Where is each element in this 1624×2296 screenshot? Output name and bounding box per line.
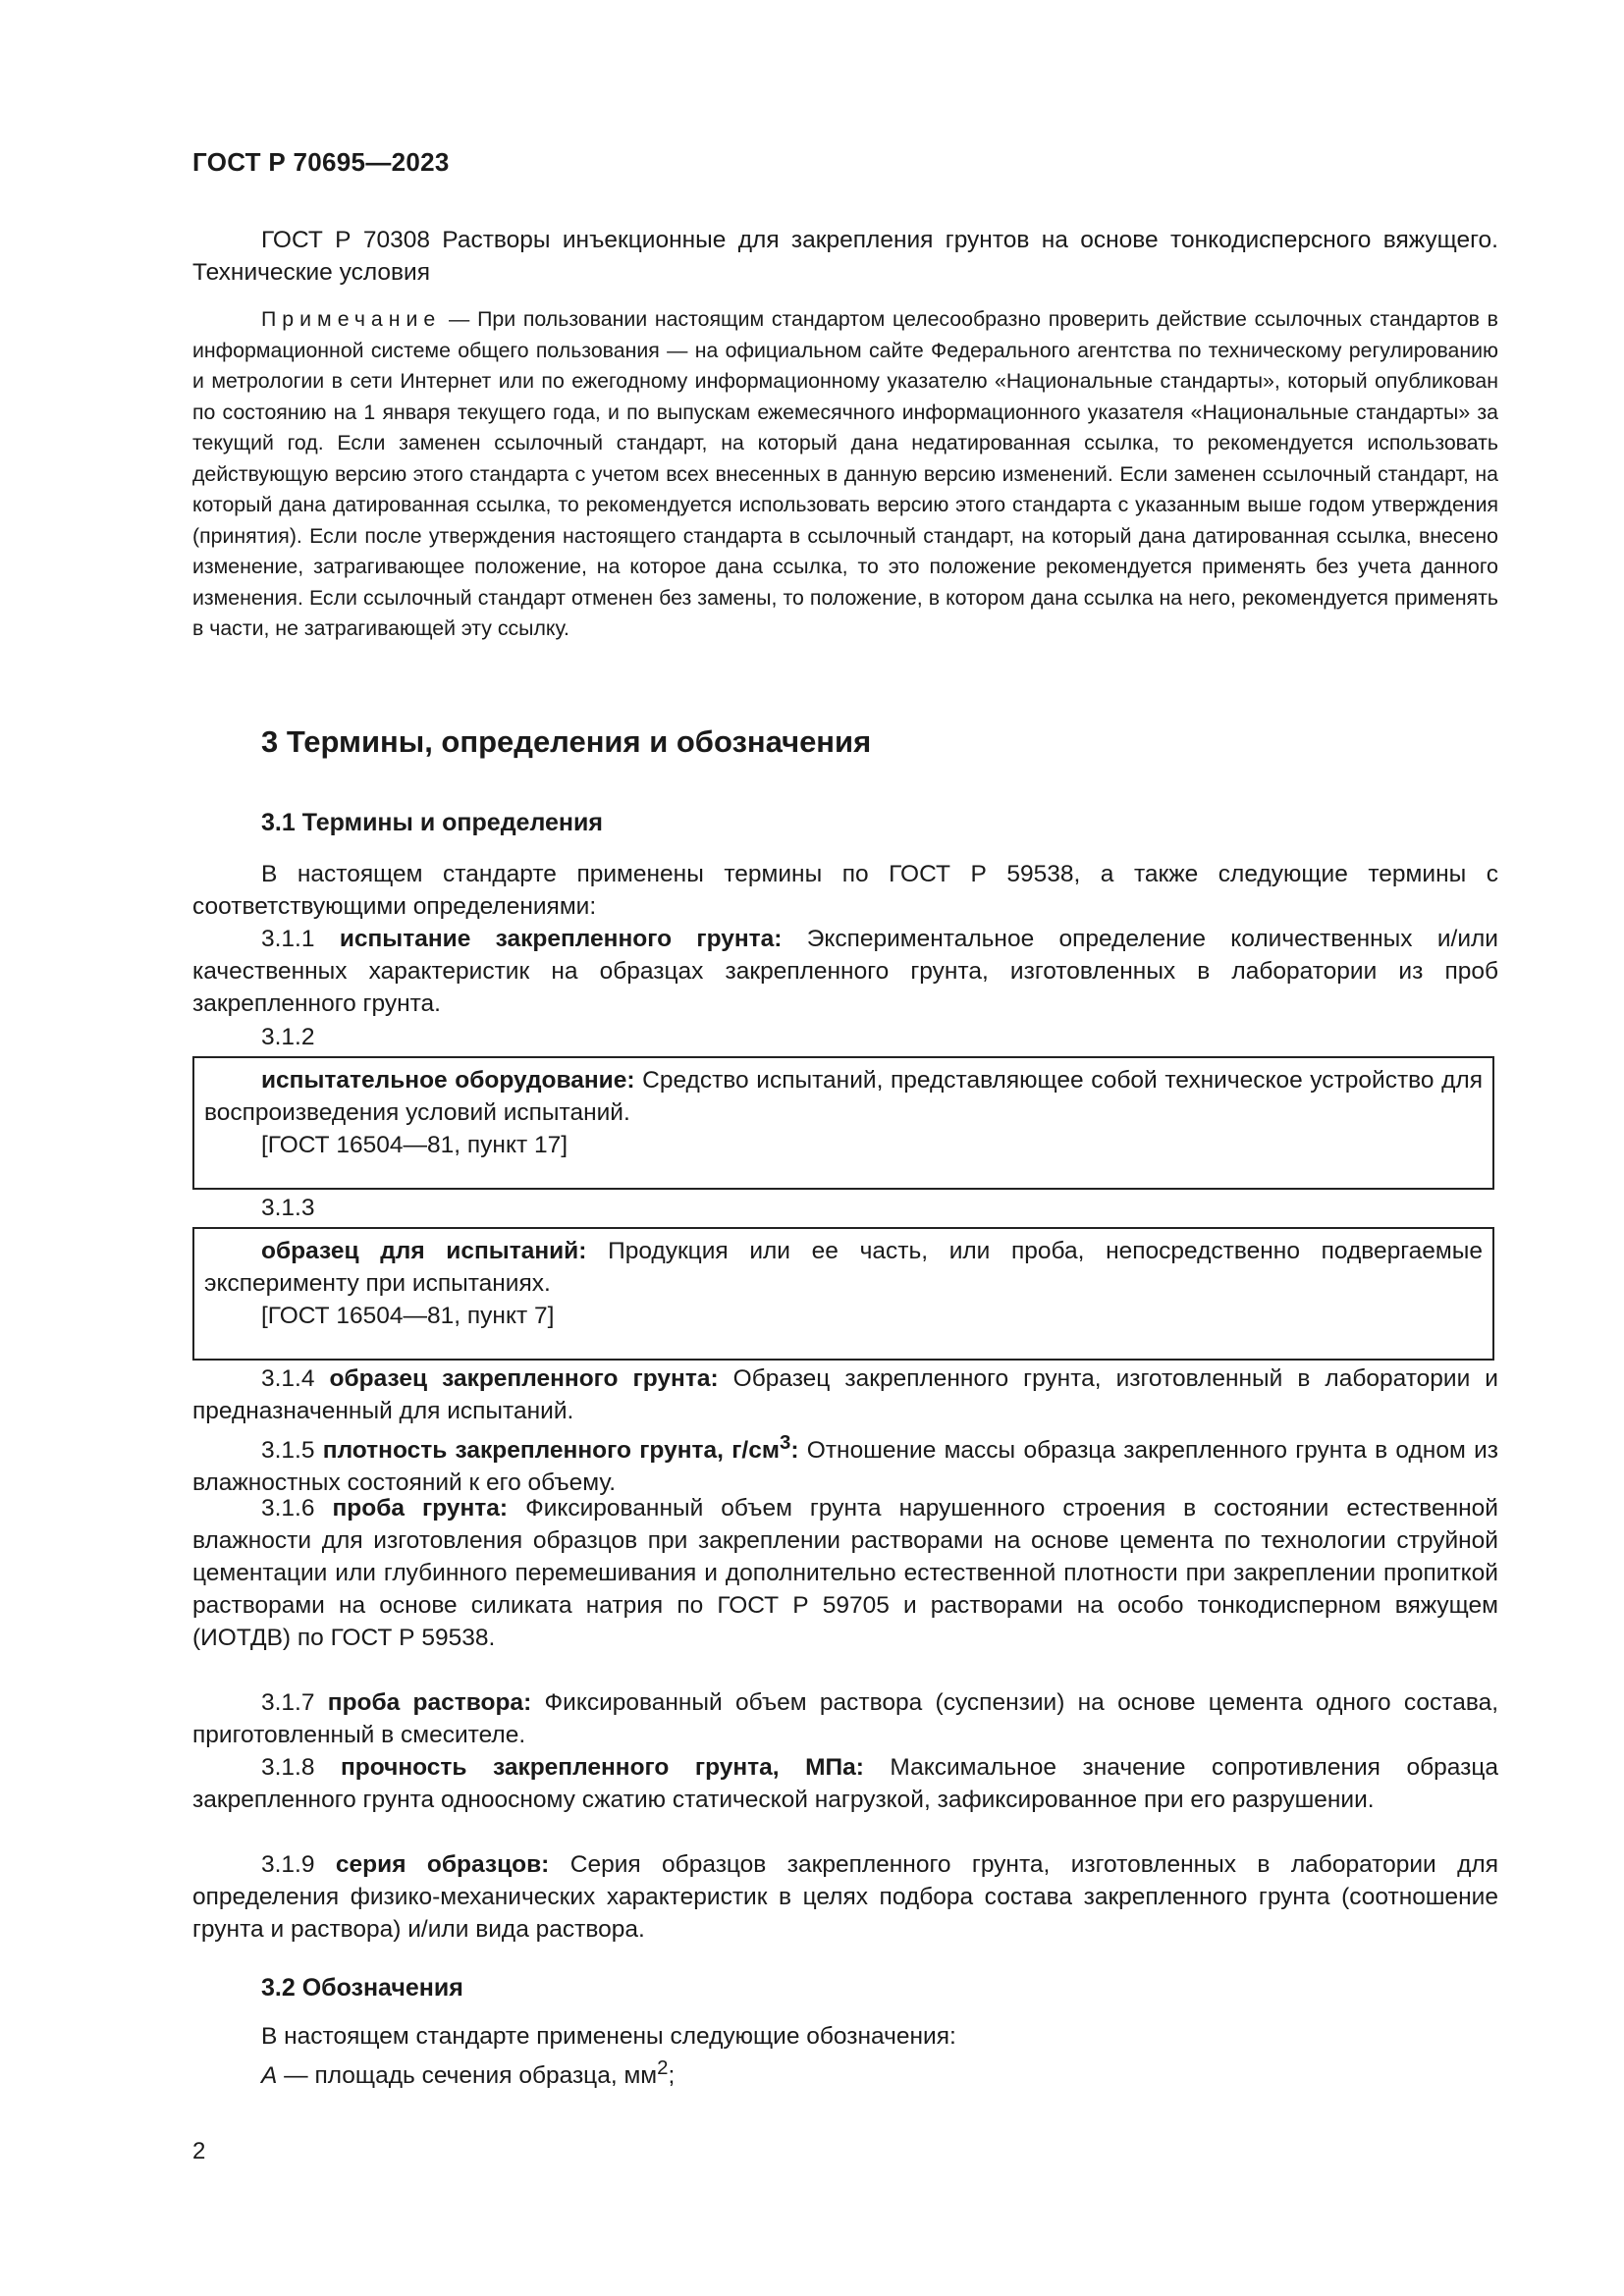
term-3-1-4 (192, 1362, 1498, 1427)
subsection-title-terms: 3.1 Термины и определения (261, 809, 603, 836)
term-number: 3.1.5 (261, 1437, 323, 1465)
term-number: 3.1.4 (261, 1365, 330, 1392)
term-3-1-7 (192, 1686, 1498, 1751)
term-definition: Экспериментальное определение количественных и/или качественных характеристик на образцах закрепленного грунта, изготовленных в лаборатории из проб закрепленного грунта. (192, 926, 1498, 1017)
term-definition: Серия образцов закрепленного грунта, изготовленных в лаборатории для определения физико-механических характеристик в целях подбора состава закрепленного грунта (соотношение грунта и раствора) и/или вида раствора. (192, 1851, 1498, 1943)
term-3-1-9 (192, 1848, 1498, 1946)
subsection-title-symbols: 3.2 Обозначения (261, 1974, 463, 2002)
note-paragraph (192, 304, 1498, 645)
page-number: 2 (192, 2138, 206, 2164)
term-definition: Фиксированный объем грунта нарушенного строения в состоянии естественной влажности для изготовления образцов при закреплении растворами на основе цемента по технологии струйной цементации или глубинного перемешивания и дополнительно естественной плотности при закреплении пропиткой растворами на основе силиката натрия по ГОСТ Р 59705 и растворами на особо тонкодисперном вяжущем (ИОТДВ) по ГОСТ Р 59538. (192, 1495, 1498, 1651)
term-name: образец для испытаний: (261, 1238, 587, 1264)
term-definition: Отношение массы образца закрепленного грунта в одном из влажностных состояний к его объему. (192, 1437, 1498, 1497)
document-header: ГОСТ Р 70695—2023 (192, 147, 450, 177)
term-number: 3.1.6 (261, 1495, 333, 1522)
term-name: серия образцов: (335, 1851, 550, 1878)
term-definition: Фиксированный объем раствора (суспензии) на основе цемента одного состава, приготовленный в смесителе. (192, 1689, 1498, 1748)
superscript: 2 (657, 2057, 669, 2079)
superscript: 3 (779, 1432, 791, 1454)
symbol-variable: A (261, 2062, 278, 2090)
term-3-1-1 (192, 923, 1498, 1020)
term-3-1-6 (192, 1492, 1498, 1654)
symbol-a: A — площадь сечения образца, $мм^2$; (261, 2057, 676, 2090)
term-number: 3.1.1 (261, 926, 340, 952)
note-label: Примечание (261, 307, 442, 331)
term-definition: Продукция или ее часть, или проба, непосредственно подвергаемые эксперименту при испытаниях. (204, 1238, 1483, 1297)
term-name: плотность закрепленного грунта, $г/см^3$: (322, 1432, 799, 1465)
term-definition: Средство испытаний, представляющее собой техническое устройство для воспроизведения условий испытаний. (204, 1067, 1483, 1126)
note-text: — При пользовании настоящим стандартом целесообразно проверить действие ссылочных стандартов в информационной системе общего пользования — на официальном сайте Федерального агентства по техническому регулированию и метрологии в сети Интернет или по ежегодному информационному указателю «Национальные стандарты», который опубликован по состоянию на 1 января текущего года, и по выпускам ежемесячного информационного указателя «Национальные стандарты» за текущий год. Если заменен ссылочный стандарт, на который дана недатированная ссылка, то рекомендуется использовать действующую версию этого стандарта с учетом всех внесенных в данную версию изменений. Если заменен ссылочный стандарт, на который дана датированная ссылка, то рекомендуется использовать версию этого стандарта с указанным выше годом утверждения (принятия). Если после утверждения настоящего стандарта в ссылочный стандарт, на который дана датированная ссылка, внесено изменение, затрагивающее положение, на которое дана ссылка, то это положение рекомендуется применять без учета данного изменения. Если ссылочный стандарт отменен без замены, то положение, в котором дана ссылка на него, рекомендуется применять в части, не затрагивающей эту ссылку. (192, 307, 1498, 640)
term-3-1-2 (204, 1064, 1483, 1129)
terms-intro: В настоящем стандарте применены термины по ГОСТ Р 59538, а также следующие термины с соответствующими определениями: (192, 861, 1498, 920)
term-definition: Образец закрепленного грунта, изготовленный в лаборатории и предназначенный для испытаний. (192, 1365, 1498, 1424)
term-definition: Максимальное значение сопротивления образца закрепленного грунта одноосному сжатию статической нагрузкой, зафиксированное при его разрушении. (192, 1754, 1498, 1813)
term-3-1-5 (192, 1427, 1498, 1499)
term-source: [ГОСТ 16504—81, пункт 7] (261, 1303, 555, 1329)
term-number: 3.1.8 (261, 1754, 341, 1781)
term-number-3-1-3: 3.1.3 (261, 1195, 315, 1221)
term-name: испытательное оборудование: (261, 1067, 635, 1094)
term-number: 3.1.7 (261, 1689, 328, 1716)
term-3-1-8 (192, 1751, 1498, 1816)
term-name: проба раствора: (327, 1689, 532, 1716)
term-number: 3.1.9 (261, 1851, 336, 1878)
symbols-intro: В настоящем стандарте применены следующие обозначения: (261, 2023, 956, 2050)
term-name: прочность закрепленного грунта, МПа: (341, 1754, 864, 1781)
term-box-3-1-3 (192, 1227, 1494, 1361)
section-title: 3 Термины, определения и обозначения (261, 724, 872, 759)
term-name: испытание закрепленного грунта: (339, 926, 783, 952)
term-name: образец закрепленного грунта: (329, 1365, 719, 1392)
term-3-1-3 (204, 1235, 1483, 1300)
normative-reference: ГОСТ Р 70308 Растворы инъекционные для закрепления грунтов на основе тонкодисперсного вяжущего. Технические условия (192, 227, 1498, 286)
term-source: [ГОСТ 16504—81, пункт 17] (261, 1132, 568, 1158)
term-name: проба грунта: (332, 1495, 509, 1522)
term-number-3-1-2: 3.1.2 (261, 1024, 315, 1050)
term-box-3-1-2 (192, 1056, 1494, 1190)
